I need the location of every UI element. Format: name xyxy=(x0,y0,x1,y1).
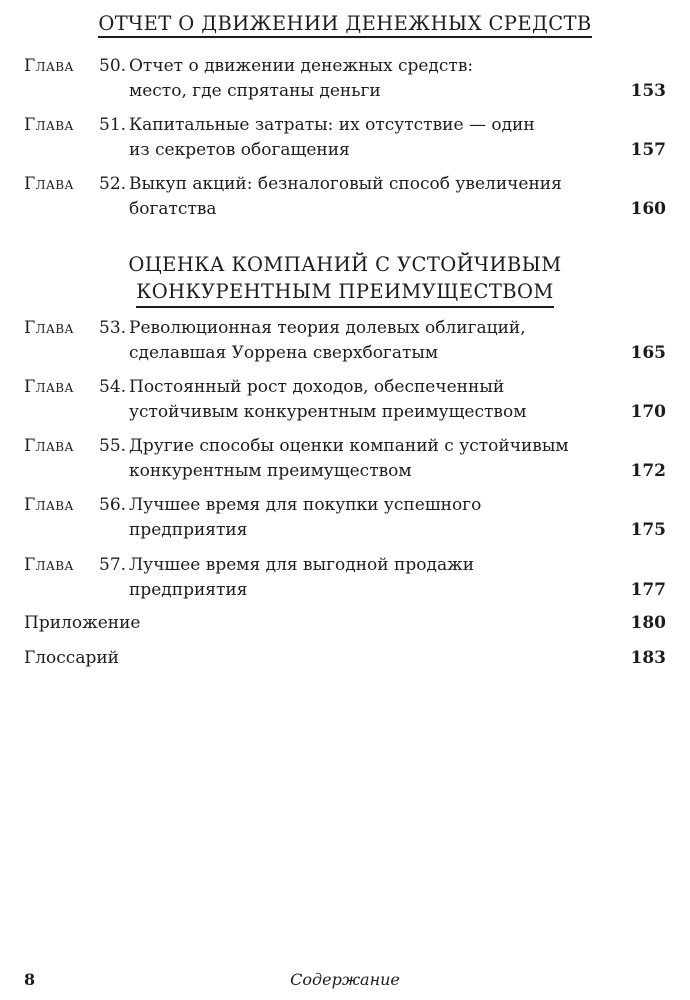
chapter-label: Глава xyxy=(24,115,74,135)
page-number: 157 xyxy=(630,140,666,160)
toc-page xyxy=(24,0,666,1000)
chapter-number: 51. xyxy=(99,115,127,135)
chapter-label: Глава xyxy=(24,56,74,76)
chapter-number: 50. xyxy=(99,56,127,76)
chapter-title-line1: Постоянный рост доходов, обеспеченный xyxy=(129,377,505,397)
page-number: 165 xyxy=(630,343,666,363)
chapter-title-line2: сделавшая Уоррена сверхбогатым xyxy=(129,343,439,363)
glossary-title: Глоссарий xyxy=(24,648,120,668)
chapter-title-line2: устойчивым конкурентным преимуществом xyxy=(129,402,527,422)
chapter-title-line1: Лучшее время для покупки успешного xyxy=(129,495,482,515)
page-number: 160 xyxy=(630,199,666,219)
chapter-number: 55. xyxy=(99,436,127,456)
page-number: 172 xyxy=(630,461,666,481)
chapter-title-line2: богатства xyxy=(129,199,217,219)
chapter-title-line1: Капитальные затраты: их отсутствие — один xyxy=(129,115,535,135)
chapter-number: 53. xyxy=(99,318,127,338)
chapter-label: Глава xyxy=(24,436,74,456)
section-heading-valuation xyxy=(24,252,666,308)
chapter-title-line1: Другие способы оценки компаний с устойчивым xyxy=(129,436,569,456)
page-number: 170 xyxy=(630,402,666,422)
chapter-number: 52. xyxy=(99,174,127,194)
chapter-label: Глава xyxy=(24,495,74,515)
folio-page-number: 8 xyxy=(24,970,36,989)
chapter-title-line2: место, где спрятаны деньги xyxy=(129,81,381,101)
page-number: 175 xyxy=(630,520,666,540)
chapter-number: 56. xyxy=(99,495,127,515)
chapter-title-line1: Выкуп акций: безналоговый способ увеличения xyxy=(129,174,562,194)
section-heading-line2: КОНКУРЕНТНЫМ ПРЕИМУЩЕСТВОМ xyxy=(136,279,554,308)
page-number: 183 xyxy=(630,648,666,668)
page-number: 153 xyxy=(630,81,666,101)
chapter-number: 57. xyxy=(99,555,127,575)
running-head: Содержание xyxy=(290,970,400,989)
chapter-title-line2: конкурентным преимуществом xyxy=(129,461,412,481)
page-number: 180 xyxy=(630,613,666,633)
chapter-label: Глава xyxy=(24,318,74,338)
section-heading-text: ОТЧЕТ О ДВИЖЕНИИ ДЕНЕЖНЫХ СРЕДСТВ xyxy=(98,12,591,38)
chapter-title-line1: Революционная теория долевых облигаций, xyxy=(129,318,526,338)
chapter-label: Глава xyxy=(24,174,74,194)
chapter-title-line2: из секретов обогащения xyxy=(129,140,350,160)
section-heading-cash-flow xyxy=(24,11,666,37)
chapter-title-line1: Лучшее время для выгодной продажи xyxy=(129,555,475,575)
chapter-number: 54. xyxy=(99,377,127,397)
section-heading-line1: ОЦЕНКА КОМПАНИЙ С УСТОЙЧИВЫМ xyxy=(128,253,562,276)
chapter-title-line2: предприятия xyxy=(129,580,248,600)
page-number: 177 xyxy=(630,580,666,600)
chapter-label: Глава xyxy=(24,377,74,397)
chapter-title-line1: Отчет о движении денежных средств: xyxy=(129,56,474,76)
chapter-title-line2: предприятия xyxy=(129,520,248,540)
appendix-title: Приложение xyxy=(24,613,141,633)
chapter-label: Глава xyxy=(24,555,74,575)
